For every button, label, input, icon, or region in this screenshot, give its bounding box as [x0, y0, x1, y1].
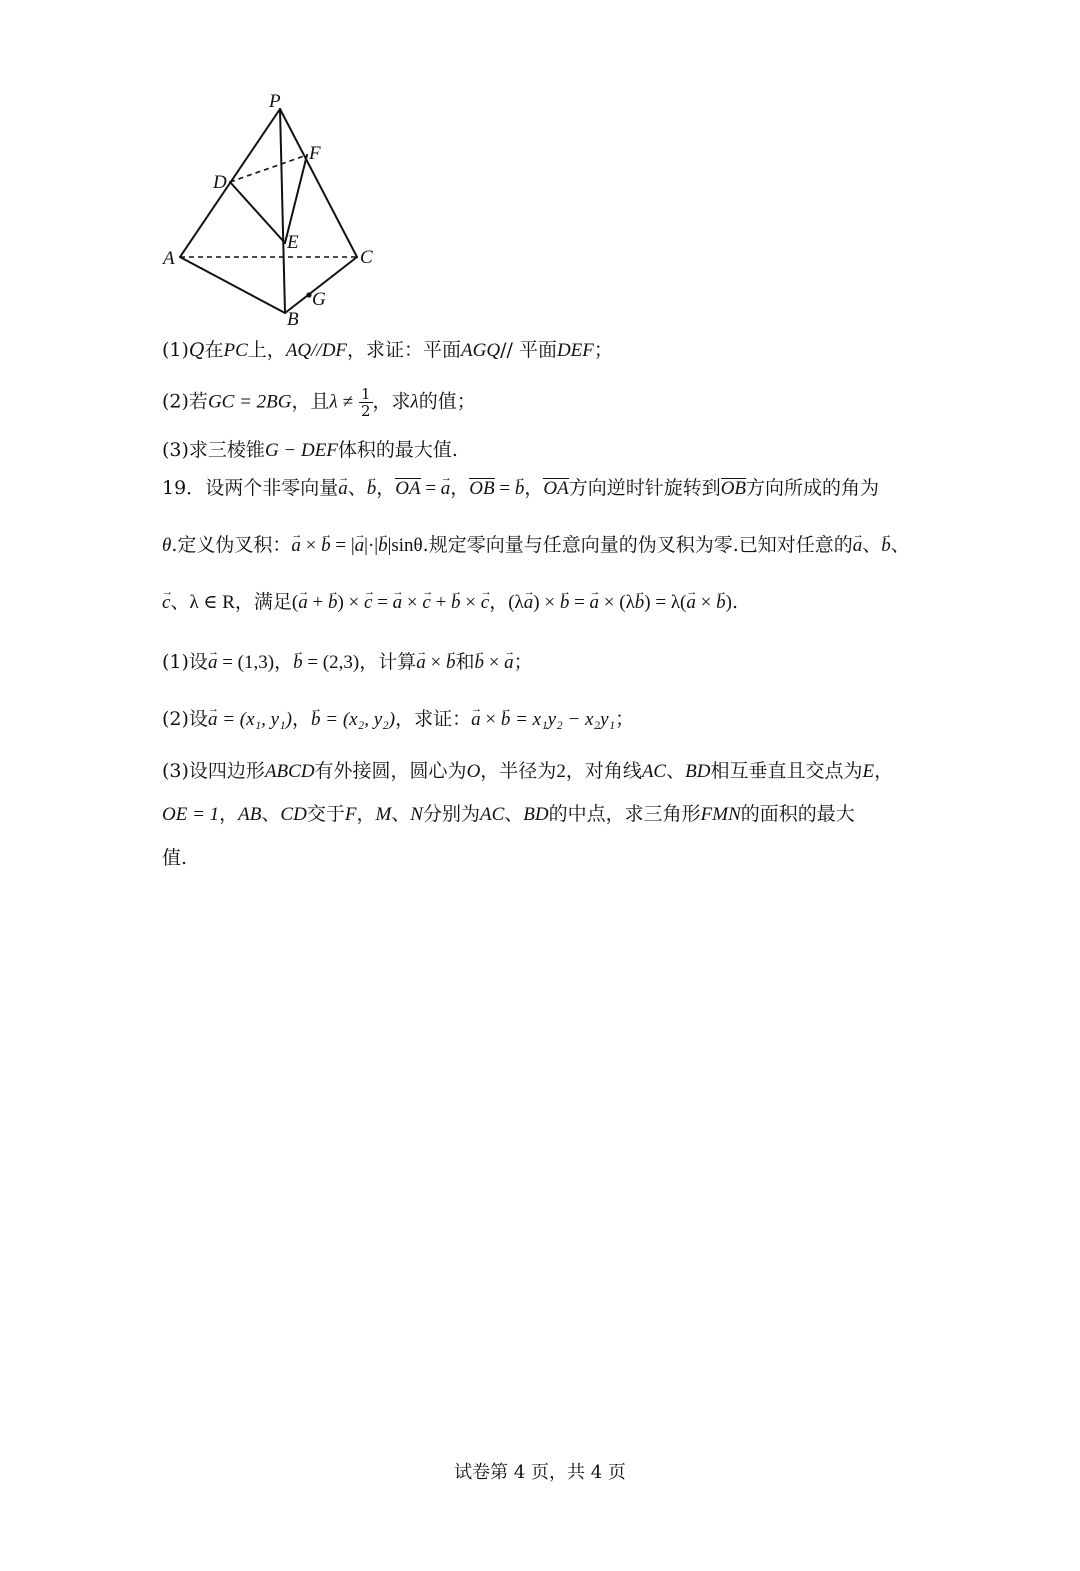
q19-part1: (1)设→ a = (1,3)，→ b = (2,3)，计算→ a × → b和→ b × → a； [162, 650, 533, 675]
q19-part2: (2)设→ a = (x₁, y₁)，→ b = (x₂, y₂)，求证：→ a × → b = x₁y₂ − x₂y₁； [162, 707, 634, 732]
part-number: (1) [162, 339, 189, 361]
part-number: (2) [162, 390, 189, 413]
page-footer: 试卷第 4 页，共 4 页 [454, 1462, 626, 1483]
q18-part1: (1)Q在PC上，AQ//DF，求证：平面AGQ// 平面DEF； [162, 339, 613, 361]
q19-line2: θ.定义伪叉积：→ a × → b = |→ a|·|→ b|sinθ.规定零向量与任意向量的伪叉积为零.已知对任意的→ a、→ b、 [162, 533, 910, 558]
label-g: G [312, 289, 326, 310]
label-c: C [360, 247, 373, 268]
q19-line1: 19．设两个非零向量→ a、→ b，OA = → a，OB = → b，OA方向逆时针旋转到OB方向所成的角为 [162, 476, 879, 501]
label-p: P [269, 91, 281, 112]
q19-part3-line3: 值. [162, 847, 188, 869]
label-f: F [309, 143, 321, 164]
point-g [306, 292, 311, 297]
pyramid-figure [150, 85, 390, 335]
part-number: (3) [162, 439, 189, 461]
part-number: (1) [162, 651, 189, 673]
q19-line3: → c、λ ∈ R，满足(→ a + → b) × → c = → a × → c + → b × → c，(λ→ a) × → b = → a × (λ→ b) = λ(→ a × → b). [162, 590, 738, 615]
label-a: A [163, 248, 175, 269]
q18-part2: (2)若GC = 2BG，且λ ≠ $\frac{1}{2}$ ，求λ的值； [162, 385, 476, 420]
segment-ef [285, 155, 307, 243]
segment-de [230, 182, 285, 243]
edge-pb [280, 109, 285, 313]
edge-ab [180, 257, 285, 313]
part-number: (3) [162, 760, 189, 782]
label-d: D [213, 172, 227, 193]
q18-part3: (3)求三棱锥G − DEF体积的最大值. [162, 439, 458, 461]
q19-part3-line2: OE = 1，AB、CD交于F，M、N分别为AC、BD的中点，求三角形FMN的面积的最大 [162, 803, 855, 825]
q19-part3-line1: (3)设四边形ABCD有外接圆，圆心为O，半径为2，对角线AC、BD相互垂直且交点为E， [162, 760, 894, 782]
label-e: E [287, 232, 299, 253]
fraction-one-half: $\frac{1}{2}$ [360, 385, 371, 420]
question-number: 19． [162, 477, 206, 499]
part-number: (2) [162, 708, 189, 730]
label-b: B [287, 309, 299, 330]
segment-df-hidden [230, 155, 307, 182]
